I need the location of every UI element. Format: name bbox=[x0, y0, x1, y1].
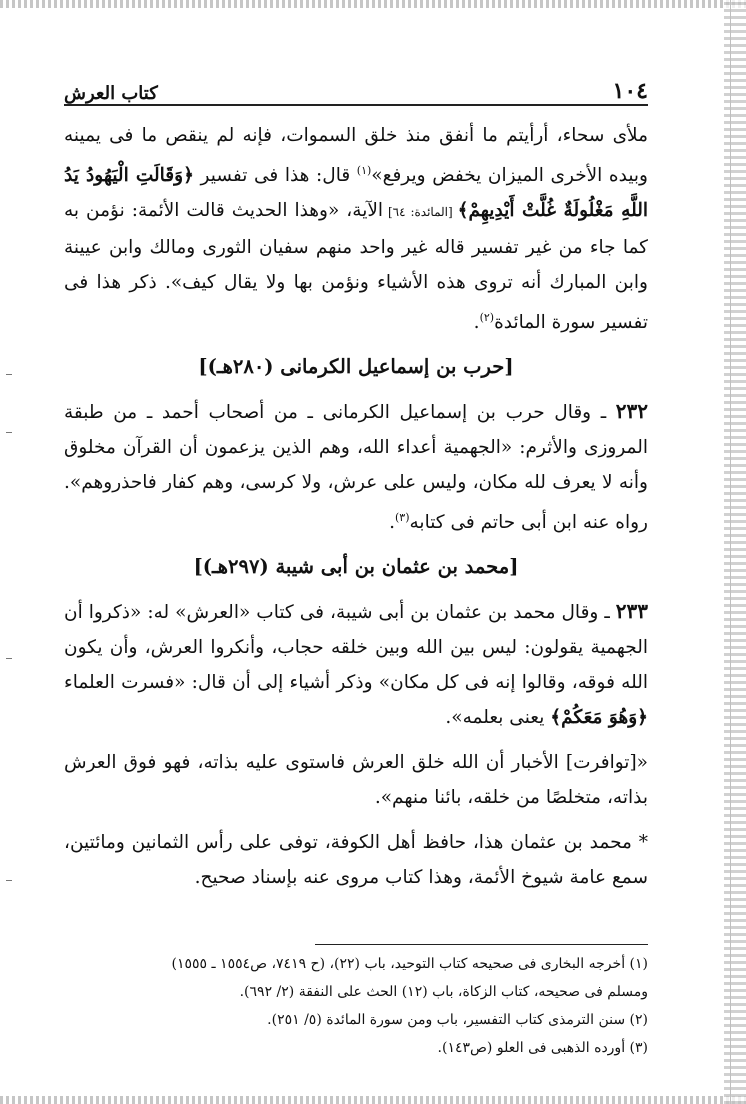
verse-reference: [المائدة: ٦٤] bbox=[383, 205, 458, 220]
page-header bbox=[64, 72, 648, 106]
margin-mark bbox=[6, 374, 12, 375]
quran-verse: ﴿وَقَالَتِ الْيَهُودُ يَدُ اللَّهِ مَغْلُولَةٌ غُلَّتْ أَيْدِيهِمْ﴾ bbox=[64, 165, 648, 222]
decorative-border-top bbox=[0, 0, 746, 8]
main-text bbox=[64, 118, 648, 903]
paragraph-text: يعنى بعلمه». bbox=[445, 707, 551, 729]
paragraph-text: ـ وقال محمد بن عثمان بن أبى شيبة، فى كتاب «العرش» له: «ذكروا أن الجهمية يقولون: ليس بين الله وبين خلقه حجاب، وأنكروا العرش، وأن يكون الله فوقه، وقالوا إنه فى كل مكان» وذكر أشياء إلى أن قال: «فسرت العلماء bbox=[64, 602, 648, 694]
page-number: ١٠٤ bbox=[612, 78, 648, 104]
decorative-border-bottom bbox=[0, 1096, 746, 1104]
margin-mark bbox=[6, 432, 12, 433]
paragraph-3 bbox=[64, 594, 648, 735]
footnote-marker: (٢) bbox=[479, 311, 495, 325]
paragraph-text: الآية، «وهذا الحديث قالت الأئمة: نؤمن به كما جاء من غير تفسير قاله غير واحد منهم سفيان الثورى ومالك وابن عيينة وابن المبارك أنه تروى هذه الأشياء ونؤمن بها ولا يقال كيف». ذكر هذا فى تفسير سورة المائدة bbox=[64, 200, 648, 334]
entry-number: ٢٣٢ bbox=[615, 399, 648, 424]
footnote-divider bbox=[315, 944, 648, 945]
footnote: (١) أخرجه البخارى فى صحيحه كتاب التوحيد، باب (٢٢)، (ح ٧٤١٩، ص١٥٥٤ ـ ١٥٥٥) bbox=[171, 956, 648, 972]
punctuation: . bbox=[389, 512, 395, 534]
paragraph-text: ـ وقال حرب بن إسماعيل الكرمانى ـ من أصحاب أحمد ـ من طبقة المروزى والأثرم: «الجهمية أعداء الله، وهم الذين يزعمون أن القرآن مخلوق وأنه لا يعرف لله مكان، وليس على عرش، ولا كرسى، وهم كفار فاحذروهم». رواه عنه ابن أبى حاتم فى كتابه bbox=[64, 402, 648, 534]
paragraph-4: «[توافرت] الأخبار أن الله خلق العرش فاستوى عليه بذاته، فهو فوق العرش بذاته، متخلصًا من خلقه، بائنا منهم». bbox=[64, 752, 648, 809]
paragraph-text: ملأى سحاء، أرأيتم ما أنفق منذ خلق السموات، فإنه لم ينقص ما فى يمينه وبيده الأخرى الميزان يخفض ويرفع» bbox=[64, 125, 648, 187]
footnote-marker: (١) bbox=[356, 164, 372, 177]
margin-mark bbox=[6, 880, 12, 881]
paragraph-1 bbox=[64, 118, 648, 340]
paragraph-5: * محمد بن عثمان هذا، حافظ أهل الكوفة، توفى على رأس الثمانين ومائتين، سمع عامة شيوخ الأئمة، وهذا كتاب مروى عنه بإسناد صحيح. bbox=[64, 832, 648, 889]
quran-verse: ﴿وَهُوَ مَعَكُمْ﴾ bbox=[550, 707, 648, 729]
decorative-border-right bbox=[724, 0, 746, 1104]
section-heading: [محمد بن عثمان بن أبى شيبة (٢٩٧هـ)] bbox=[193, 555, 519, 579]
section-heading: [حرب بن إسماعيل الكرمانى (٢٨٠هـ)] bbox=[198, 355, 514, 379]
margin-mark bbox=[6, 658, 12, 659]
footnote: ومسلم فى صحيحه، كتاب الزكاة، باب (١٢) الحث على النفقة (٢/ ٦٩٢). bbox=[239, 984, 648, 1000]
paragraph-2 bbox=[64, 394, 648, 540]
punctuation: . bbox=[473, 312, 480, 334]
entry-number: ٢٣٣ bbox=[615, 599, 648, 624]
running-title: كتاب العرش bbox=[64, 83, 158, 104]
footnote-marker: (٣) bbox=[394, 511, 410, 525]
footnote: (٣) أورده الذهبى فى العلو (ص١٤٣). bbox=[437, 1040, 648, 1056]
footnotes bbox=[64, 950, 648, 1062]
paragraph-text: قال: هذا فى تفسير bbox=[193, 165, 357, 187]
footnote: (٢) سنن الترمذى كتاب التفسير، باب ومن سورة المائدة (٥/ ٢٥١). bbox=[267, 1012, 648, 1028]
